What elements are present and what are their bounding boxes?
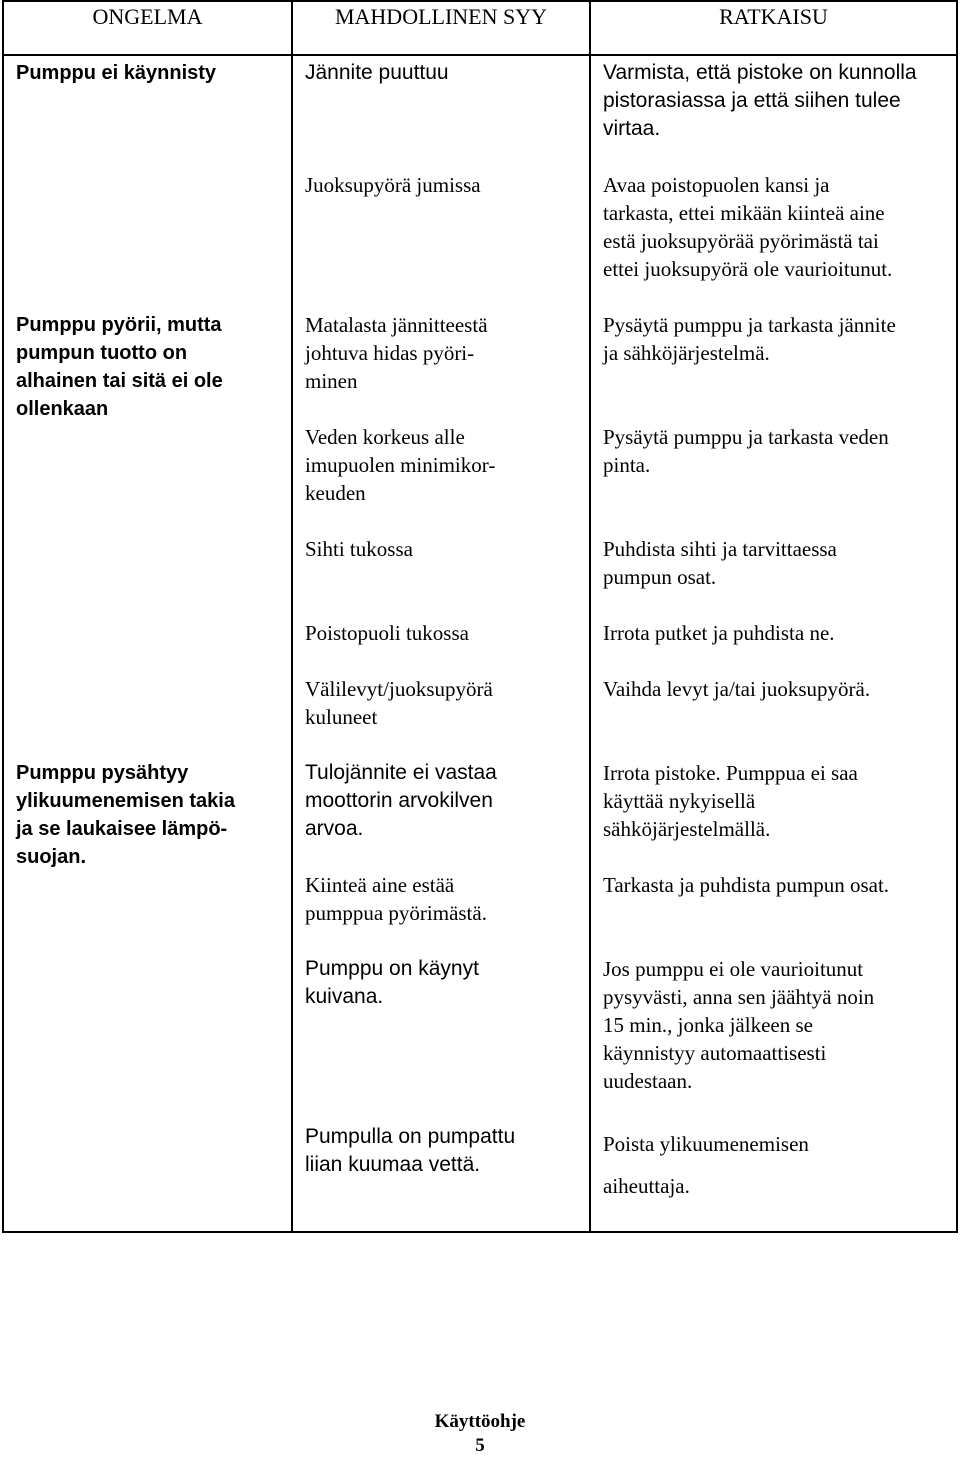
cause-3-1: Tulojännite ei vastaa moottorin arvokilven arvoa. — [305, 761, 497, 840]
solution-2-4: Irrota putket ja puhdista ne. — [603, 621, 835, 645]
solution-3-1: Irrota pistoke. Pumppua ei saa käyttää nykyisellä sähköjärjestelmällä. — [603, 761, 858, 841]
solution-2-3: Puhdista sihti ja tarvittaessa pumpun osat. — [603, 537, 837, 589]
footer-page-number: 5 — [475, 1435, 485, 1456]
cause-2-1: Matalasta jännitteestä johtuva hidas pyöri- minen — [305, 313, 488, 393]
solution-3-4: Poista ylikuumenemisen aiheuttaja. — [603, 1132, 809, 1198]
header-solution: RATKAISU — [719, 4, 828, 29]
column-divider-1 — [291, 0, 293, 1233]
cause-1-1: Jännite puuttuu — [305, 61, 449, 84]
footer-title: Käyttöohje — [434, 1411, 526, 1432]
cause-1-2: Juoksupyörä jumissa — [305, 173, 481, 197]
table-left-border — [2, 0, 4, 1233]
cause-3-2: Kiinteä aine estää pumppua pyörimästä. — [305, 873, 487, 925]
solution-3-2: Tarkasta ja puhdista pumpun osat. — [603, 873, 890, 897]
header-bottom-border — [2, 54, 958, 56]
problem-1: Pumppu ei käynnisty — [16, 62, 217, 84]
solution-2-5: Vaihda levyt ja/tai juoksupyörä. — [603, 677, 871, 701]
solution-3-3: Jos pumppu ei ole vaurioitunut pysyvästi, anna sen jäähtyä noin 15 min., jonka jälkeen se käynnistyy automaattisesti uudestaan. — [603, 957, 875, 1093]
header-cause: MAHDOLLINEN SYY — [334, 4, 548, 29]
cause-2-2: Veden korkeus alle imupuolen minimikor- keuden — [305, 425, 496, 505]
solution-2-1: Pysäytä pumppu ja tarkasta jännite ja sähköjärjestelmä. — [603, 313, 896, 365]
cause-2-5: Välilevyt/juoksupyörä kuluneet — [305, 677, 493, 729]
cause-3-3: Pumppu on käynyt kuivana. — [305, 957, 479, 1008]
column-divider-2 — [589, 0, 591, 1233]
problem-3: Pumppu pysähtyy ylikuumenemisen takia ja se laukaisee lämpö- suojan. — [16, 762, 235, 868]
problem-2: Pumppu pyörii, mutta pumpun tuotto on alhainen tai sitä ei ole ollenkaan — [16, 314, 223, 420]
table-right-border — [956, 0, 958, 1233]
solution-2-2: Pysäytä pumppu ja tarkasta veden pinta. — [603, 425, 889, 477]
header-problem: ONGELMA — [92, 4, 203, 29]
solution-1-1: Varmista, että pistoke on kunnolla pistorasiassa ja että siihen tulee virtaa. — [603, 61, 917, 140]
cause-2-3: Sihti tukossa — [305, 537, 413, 561]
cause-3-4: Pumpulla on pumpattu liian kuumaa vettä. — [305, 1125, 516, 1176]
table-bottom-border — [2, 1231, 958, 1233]
solution-1-2: Avaa poistopuolen kansi ja tarkasta, ettei mikään kiinteä aine estä juoksupyörää pyörimästä tai ettei juoksupyörä ole vaurioitunut. — [603, 173, 893, 281]
cause-2-4: Poistopuoli tukossa — [305, 621, 469, 645]
